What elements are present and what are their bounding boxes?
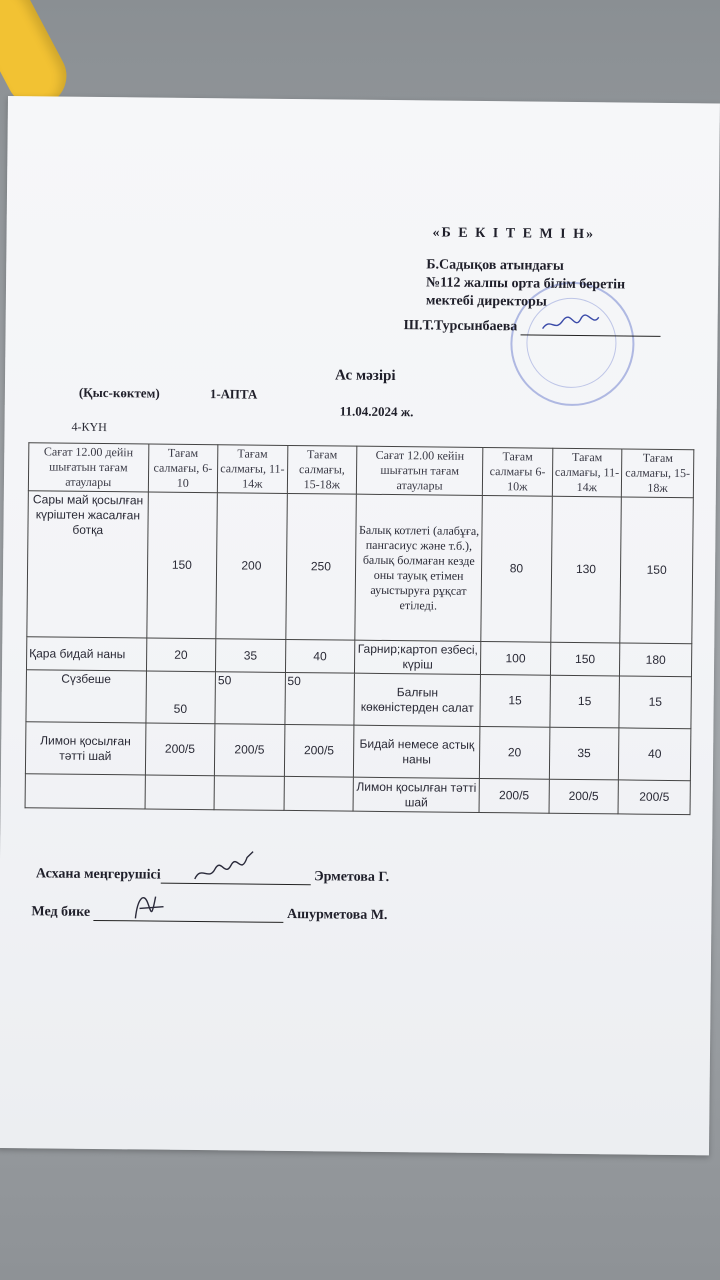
table-cell: Балғын көкөністерден салат [354, 673, 481, 726]
kitchen-head-underline [161, 869, 311, 886]
kitchen-head-signature-line [36, 866, 390, 886]
approval-line-3: мектебі директоры [425, 293, 547, 310]
table-cell: 200/5 [549, 779, 619, 814]
nurse-label: Мед бике [31, 904, 91, 920]
nurse-signature-line [31, 904, 387, 924]
table-cell [284, 776, 354, 811]
header-cell: Тағам салмағы, 15-18ж [287, 445, 357, 494]
table-cell: 50 [145, 671, 215, 724]
header-cell: Тағам салмағы, 6-10 [148, 444, 218, 493]
table-cell [145, 775, 215, 810]
table-cell: 40 [619, 728, 691, 781]
table-cell: 15 [480, 674, 550, 727]
table-cell: 200/5 [214, 724, 284, 777]
table-cell: 130 [550, 496, 621, 643]
table-cell: 80 [481, 495, 552, 642]
table-cell [25, 774, 145, 809]
header-cell: Сағат 12.00 дейін шығатын тағам атаулары [28, 443, 148, 492]
kitchen-head-label: Асхана меңгерушісі [35, 866, 161, 883]
table-cell: 100 [481, 641, 551, 675]
nurse-name: Ашурметова М. [287, 906, 388, 924]
menu-week: 1-АПТА [209, 386, 258, 402]
table-cell: 50 [285, 672, 355, 725]
table-cell: 150 [146, 492, 217, 639]
table-cell: 180 [620, 643, 692, 677]
approval-line-2: №112 жалпы орта білім беретін [425, 275, 626, 293]
kitchen-head-name: Эрметова Г. [314, 869, 390, 886]
table-cell: 200/5 [145, 723, 215, 776]
table-cell: 200/5 [618, 780, 690, 815]
table-cell: 150 [620, 497, 693, 644]
header-cell: Тағам салмағы, 11-14ж [552, 448, 622, 497]
header-cell: Тағам салмағы, 15-18ж [622, 449, 694, 498]
director-signature-underline [521, 320, 661, 336]
table-cell: Қара бидай наны [26, 637, 146, 671]
header-cell: Тағам салмағы 6-10ж [482, 447, 552, 496]
table-cell: 20 [480, 726, 550, 779]
menu-day: 4-КҮН [71, 419, 107, 435]
menu-season: (Қыс-көктем) [78, 384, 160, 401]
table-cell: 20 [146, 638, 216, 672]
table-cell: 150 [550, 642, 620, 676]
nurse-signature-icon [129, 888, 169, 922]
table-cell: 40 [285, 639, 355, 673]
table-cell: 35 [549, 727, 619, 780]
kitchen-head-signature-icon [191, 847, 261, 886]
table-row [25, 774, 690, 815]
table-cell: Сары май қосылған күріштен жасалған ботқа [27, 491, 148, 638]
table-cell: 15 [619, 676, 691, 729]
table-cell: 35 [216, 639, 286, 673]
table-header-row [28, 443, 693, 498]
menu-title: Ас мәзірі [335, 367, 396, 385]
approval-title: «Б Е К І Т Е М І Н» [432, 225, 596, 243]
director-name: Ш.Т.Турсынбаева [403, 318, 518, 335]
document-page [0, 96, 720, 1155]
menu-table [25, 442, 695, 815]
table-cell: 200/5 [479, 778, 549, 813]
approval-line-1: Б.Садықов атындағы [426, 257, 564, 274]
nurse-underline [94, 906, 284, 923]
table-cell [214, 776, 284, 811]
table-row [25, 722, 691, 781]
table-cell: Лимон қосылған тәтті шай [25, 722, 145, 775]
approval-block [426, 224, 626, 312]
director-signature-line [404, 318, 661, 337]
table-cell: Гарнир;картоп езбесі, күріш [355, 640, 481, 674]
table-cell: Балық котлеті (алабұға, пангасиус және т.б.), балық болмаған кезде оны тауық етімен ауыстыруға рұқсат етіледі. [355, 494, 483, 641]
table-cell: 200/5 [284, 724, 354, 777]
table-row [26, 670, 692, 729]
header-cell: Тағам салмағы, 11-14ж [217, 445, 287, 494]
table-cell: 250 [285, 493, 356, 640]
menu-date: 11.04.2024 ж. [339, 403, 414, 420]
header-cell: Сағат 12.00 кейін шығатын тағам атаулары [356, 446, 483, 495]
table-cell: 200 [216, 493, 287, 640]
table-cell: 50 [215, 672, 285, 725]
director-signature-icon [541, 313, 601, 336]
table-row [27, 491, 693, 644]
table-cell: 15 [550, 675, 620, 728]
table-cell: Бидай немесе астық наны [353, 725, 480, 778]
table-cell: Лимон қосылған тәтті шай [353, 777, 479, 812]
table-cell: Сүзбеше [26, 670, 146, 723]
